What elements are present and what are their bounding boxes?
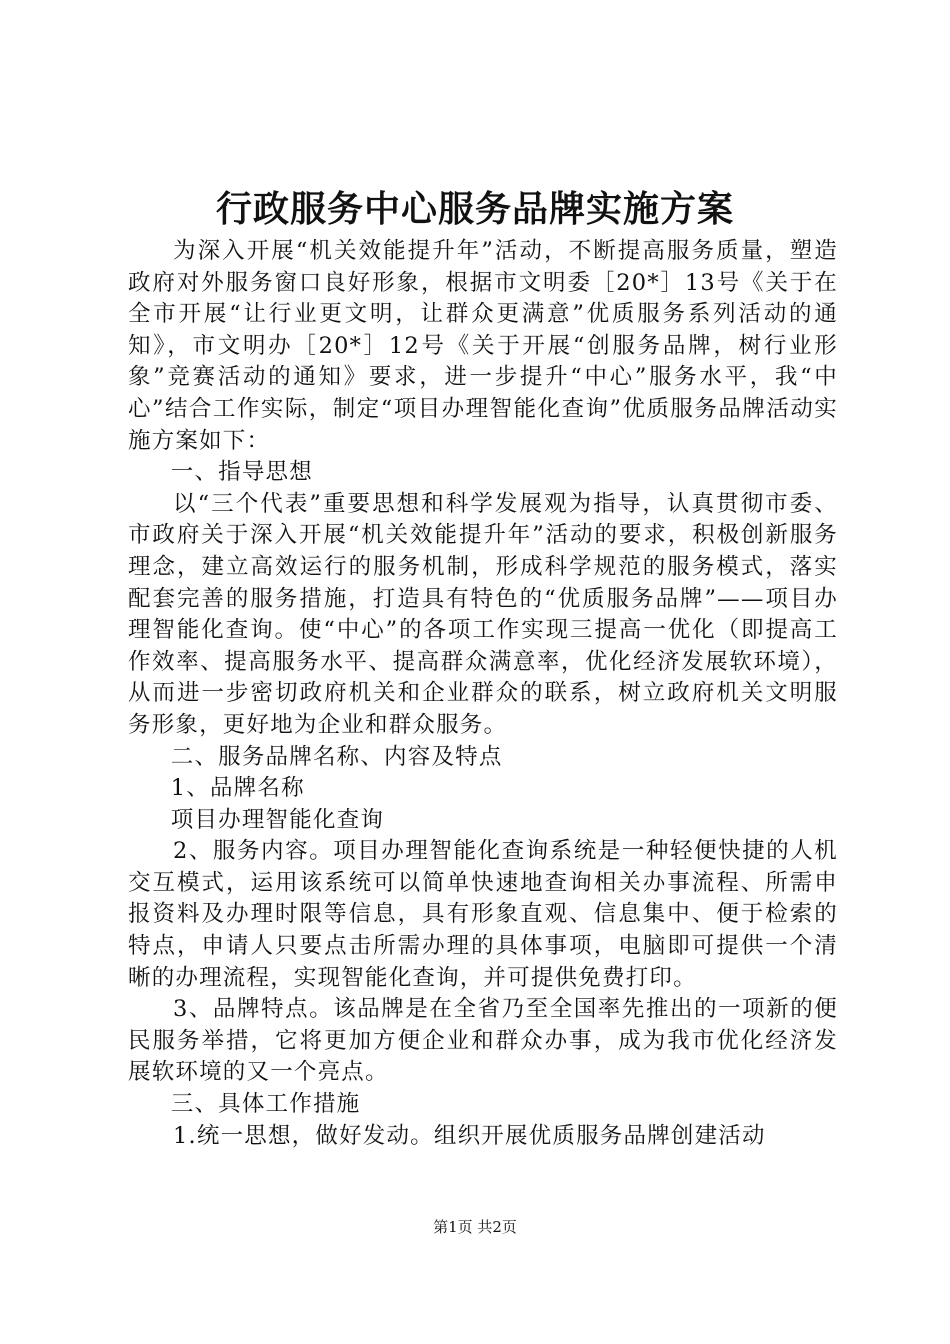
paragraph-intro: 为深入开展“机关效能提升年”活动，不断提高服务质量，塑造政府对外服务窗口良好形象，根据市文明委［20*］13号《关于在全市开展“让行业更文明，让群众更满意”优质服务系列活动的通知》，市文明办［20*］12号《关于开展“创服务品牌，树行业形象”竞赛活动的通知》要求，进一步提升“中心”服务水平，我“中心”结合工作实际，制定“项目办理智能化查询”优质服务品牌活动实施方案如下： [128, 238, 838, 454]
document-body [128, 236, 838, 1152]
paragraph-measure-1: 1.统一思想，做好发动。组织开展优质服务品牌创建活动 [173, 1122, 766, 1149]
section-heading-measures: 三、具体工作措施 [170, 1091, 361, 1118]
paragraph-brand-name: 项目办理智能化查询 [170, 806, 385, 833]
section-heading-guiding-ideology: 一、指导思想 [170, 459, 313, 486]
document-title: 行政服务中心服务品牌实施方案 [215, 188, 734, 230]
paragraph-guiding-ideology: 以“三个代表”重要思想和科学发展观为指导，认真贯彻市委、市政府关于深入开展“机关效能提升年”活动的要求，积极创新服务理念，建立高效运行的服务机制，形成科学规范的服务模式，落实配套完善的服务措施，打造具有特色的“优质服务品牌”——项目办理智能化查询。使“中心”的各项工作实现三提高一优化（即提高工作效率、提高服务水平、提高群众满意率，优化经济发展软环境），从而进一步密切政府机关和企业群众的联系，树立政府机关文明服务形象，更好地为企业和群众服务。 [128, 490, 838, 738]
paragraph-brand-features: 3、品牌特点。该品牌是在全省乃至全国率先推出的一项新的便民服务举措，它将更加方便企业和群众办事，成为我市优化经济发展软环境的又一个亮点。 [128, 996, 838, 1086]
paragraph-service-content: 2、服务内容。项目办理智能化查询系统是一种轻便快捷的人机交互模式，运用该系统可以简单快速地查询相关办事流程、所需申报资料及办理时限等信息，具有形象直观、信息集中、便于检索的特点，申请人只要点击所需办理的具体事项，电脑即可提供一个清晰的办理流程，实现智能化查询，并可提供免费打印。 [128, 838, 838, 991]
section-heading-brand: 二、服务品牌名称、内容及特点 [170, 743, 503, 770]
page-indicator: 第1页 共2页 [433, 1218, 517, 1236]
subheading-brand-name: 1、品牌名称 [170, 775, 305, 802]
